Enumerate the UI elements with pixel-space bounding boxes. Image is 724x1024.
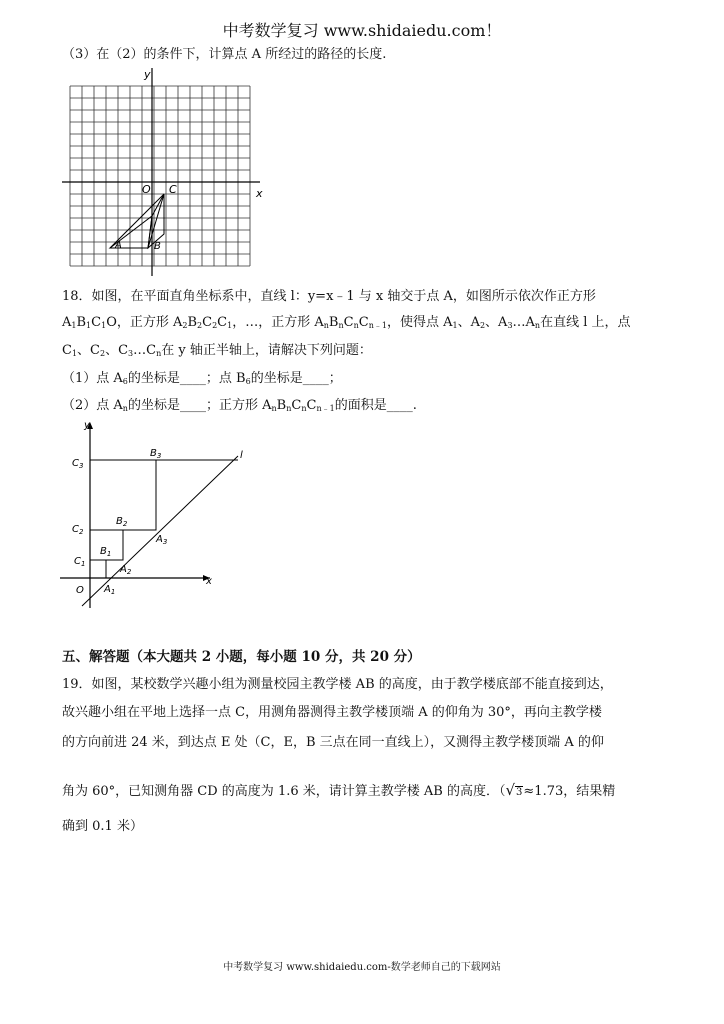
section-5-title: 五、解答题（本大题共 2 小题，每小题 10 分，共 20 分） <box>62 649 421 665</box>
answer-blank[interactable]: ____ <box>386 398 413 413</box>
x-axis-label: x <box>256 187 263 200</box>
origin-label: O <box>76 585 84 596</box>
page-header: 中考数学复习 www.shidaiedu.com！ <box>222 21 502 40</box>
q18-line3: $C_1$、$C_2$、$C_3\dots C_n$在 y 轴正半轴上，请解决下列问题： <box>62 343 372 358</box>
sqrt-symbol: √ <box>505 781 516 799</box>
C2-label: $C_2$ <box>72 524 84 536</box>
A2-label: $A_2$ <box>120 564 132 576</box>
point-O-label: O <box>142 183 151 196</box>
answer-blank[interactable]: ____ <box>179 398 206 413</box>
point-A-label: A <box>115 240 122 251</box>
C1-label: $C_1$ <box>74 556 86 568</box>
q18-line2: $A_1B_1C_1O$，正方形 $A_2B_2C_2C_1$，…，正方形 $A_nB_nC_nC_{n﹣1}$，使得点 $A_1$、$A_2$、$A_3\dots A_n$在直线 l 上，点 <box>62 315 631 330</box>
x-axis-label: x <box>206 576 212 587</box>
answer-blank[interactable]: ____ <box>179 371 206 386</box>
B3-label: $B_3$ <box>150 448 162 460</box>
q18-part2: （2）点 $A_n$的坐标是____；正方形 $A_nB_nC_nC_{n﹣1}$的面积是____. <box>62 398 417 413</box>
q19-line4: 角为 60°，已知测角器 CD 的高度为 1.6 米，请计算主教学楼 AB 的高度．（√3≈1.73，结果精 <box>62 781 616 799</box>
q19-line2: 故兴趣小组在平地上选择一点 C，用测角器测得主教学楼顶端 A 的仰角为 30°，再向主教学楼 <box>62 705 602 720</box>
page-footer: 中考数学复习 www.shidaiedu.com-数学老师自己的下载网站 <box>223 962 501 973</box>
line-l-label: l <box>240 450 243 461</box>
point-C-label: C <box>169 183 177 196</box>
C3-label: $C_3$ <box>72 458 84 470</box>
A1-label: $A_1$ <box>104 584 116 596</box>
A3-label: $A_3$ <box>156 534 168 546</box>
sqrt-radicand: 3 <box>516 787 523 798</box>
q18-part1: （1）点 $A_6$的坐标是____；点 $B_6$的坐标是____； <box>62 371 342 386</box>
point-B-label: B <box>154 241 161 252</box>
squares-line-figure <box>60 418 260 614</box>
y-axis-label: y <box>84 420 90 431</box>
grid-coordinate-figure <box>60 66 270 278</box>
y-axis-label: y <box>144 68 151 81</box>
q19-line5: 确到 0.1 米） <box>62 819 143 834</box>
B1-label: $B_1$ <box>100 546 112 558</box>
square-1 <box>90 560 106 578</box>
q19-line1: 19．如图，某校数学兴趣小组为测量校园主教学楼 AB 的高度，由于教学楼底部不能直接到达， <box>62 677 613 692</box>
answer-blank[interactable]: ____ <box>302 371 329 386</box>
q19-line3: 的方向前进 24 米，到达点 E 处（C，E，B 三点在同一直线上），又测得主教学楼顶端 A 的仰 <box>62 735 604 750</box>
B2-label: $B_2$ <box>116 516 128 528</box>
q18-line1: 18．如图，在平面直角坐标系中，直线 l：y=x﹣1 与 x 轴交于点 A，如图所示依次作正方形 <box>62 289 596 304</box>
q17-part3-text: （3）在（2）的条件下，计算点 A 所经过的路径的长度. <box>62 47 387 62</box>
